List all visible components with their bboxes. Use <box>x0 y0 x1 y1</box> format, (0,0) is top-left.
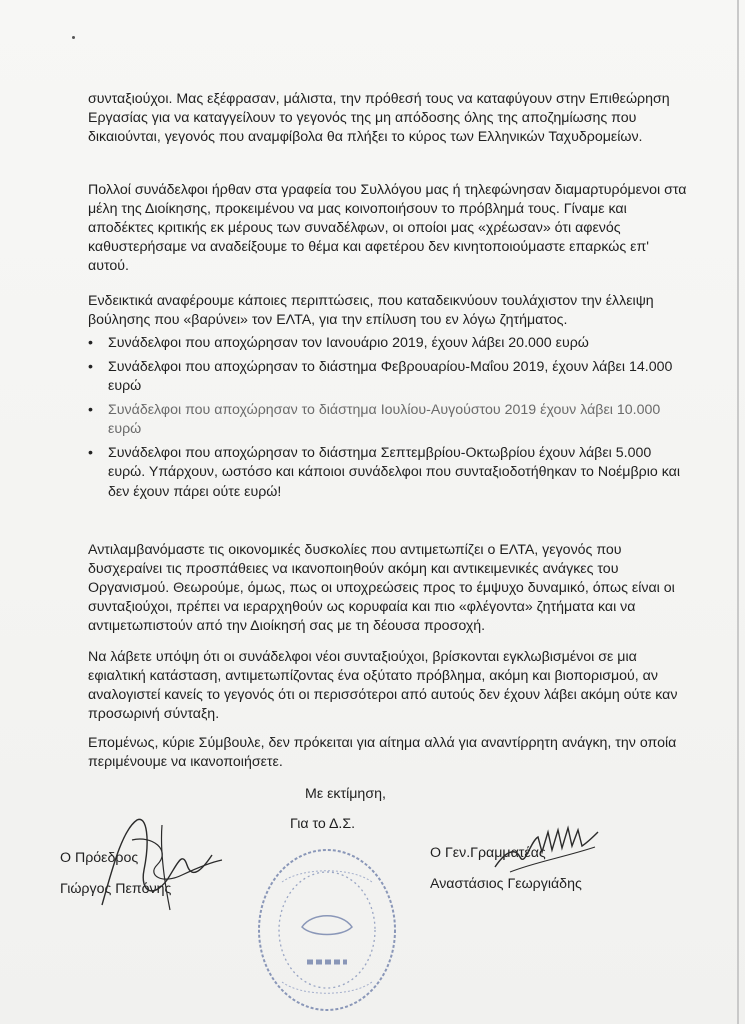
paragraph-text: Να λάβετε υπόψη ότι οι συνάδελφοι νέοι συνταξιούχοι, βρίσκονται εγκλωβισμένοι σε μια εφιαλτική κατάσταση, αντιμετωπίζοντας ένα οξύτατο πρόβλημα, ακόμη και βιοπορισμού, αν αναλογιστεί κανείς το γεγονός ότι οι περισσότεροι από αυτούς δεν έχουν λάβει ακόμη ούτε καν προσωρινή σύνταξη. <box>88 649 678 722</box>
paragraph-conclusion <box>88 734 688 772</box>
closing-board: Για το Δ.Σ. <box>290 816 356 832</box>
paragraph-text: Επομένως, κύριε Σύμβουλε, δεν πρόκειται για αίτημα αλλά για αναντίρρητη ανάγκη, την οποία περιμένουμε να ικανοποιήσετε. <box>88 735 677 770</box>
paragraph-text: Πολλοί συνάδελφοι ήρθαν στα γραφεία του Συλλόγου μας ή τηλεφώνησαν διαμαρτυρόμενοι στα μέλη της Διοίκησης, προκειμένου να μας κοινοποιήσουν το πρόβλημά τους. Γίναμε και αποδέκτες κριτικής εκ μέρους των συναδέλφων, οι οποίοι μας «χρέωσαν» ότι αφενός καθυστερήσαμε να αναδείξουμε το θέμα και αφετέρου δεν κινητοποιούμαστε επαρκώς επ' αυτού. <box>88 182 687 274</box>
paragraph-members-visits <box>88 181 688 276</box>
paragraph-complaint <box>88 90 688 147</box>
scan-speck <box>72 36 75 39</box>
secretary-name: Αναστάσιος Γεωργιάδης <box>430 876 582 892</box>
president-signature <box>92 810 232 920</box>
president-name: Γιώργος Πεπόνης <box>60 881 172 897</box>
list-item: • Συνάδελφοι που αποχώρησαν το διάστημα Ιουλίου-Αυγούστου 2019 έχουν λάβει 10.000 ευρώ <box>88 401 688 440</box>
paragraph-examples-intro <box>88 292 688 330</box>
paragraph-text: Αντιλαμβανόμαστε τις οικονομικές δυσκολίες που αντιμετωπίζει ο ΕΛΤΑ, γεγονός που δυσχεραίνει τις προσπάθειες να ικανοποιηθούν ακόμη και αντικειμενικές ανάγκες του Οργανισμού. Θεωρούμε, όμως, πως οι υποχρεώσεις προς το έμψυχο δυναμικό, όπως είναι οι συνταξιούχοι, πρέπει να ιεραρχηθούν ως κορυφαία και πιο «φλέγοντα» ζητήματα και να αντιμετωπιστούν από την Διοίκησή σας με τη δέουσα προσοχή. <box>88 542 675 634</box>
paragraph-financial-difficulties <box>88 541 688 636</box>
paragraph-nightmare-situation <box>88 648 688 724</box>
secretary-title: Ο Γεν.Γραμματέας <box>430 845 546 861</box>
president-title: Ο Πρόεδρος <box>60 850 139 866</box>
paragraph-text: Ενδεικτικά αναφέρουμε κάποιες περιπτώσεις, που καταδεικνύουν τουλάχιστον την έλλειψη βούλησης που «βαρύνει» τον ΕΛΤΑ, για την επίλυση του εν λόγω ζητήματος. <box>88 293 654 328</box>
list-item: • Συνάδελφοι που αποχώρησαν τον Ιανουάριο 2019, έχουν λάβει 20.000 ευρώ <box>88 334 688 354</box>
association-stamp <box>252 842 402 1017</box>
paragraph-text: συνταξιούχοι. Μας εξέφρασαν, μάλιστα, την πρόθεσή τους να καταφύγουν στην Επιθεώρηση Εργασίας για να καταγγείλουν το γεγονός της μη απόδοσης όλης της αποζημίωσης που δικαιούνται, γεγονός που αναμφίβολα θα πλήξει το κύρος των Ελληνικών Ταχυδρομείων. <box>88 91 670 145</box>
list-item: • Συνάδελφοι που αποχώρησαν το διάστημα Σεπτεμβρίου-Οκτωβρίου έχουν λάβει 5.000 ευρώ. Υπάρχουν, ωστόσο και κάποιοι συνάδελφοι που συνταξιοδοτήθηκαν το Νοέμβριο και δεν έχουν πάρει ούτε ευρώ! <box>88 444 688 503</box>
cases-list <box>88 334 688 506</box>
scan-edge-line <box>737 0 739 1024</box>
closing-regards: Με εκτίμηση, <box>305 786 386 802</box>
list-item: • Συνάδελφοι που αποχώρησαν το διάστημα Φεβρουαρίου-Μαΐου 2019, έχουν λάβει 14.000 ευρώ <box>88 358 688 397</box>
secretary-signature <box>490 812 600 882</box>
